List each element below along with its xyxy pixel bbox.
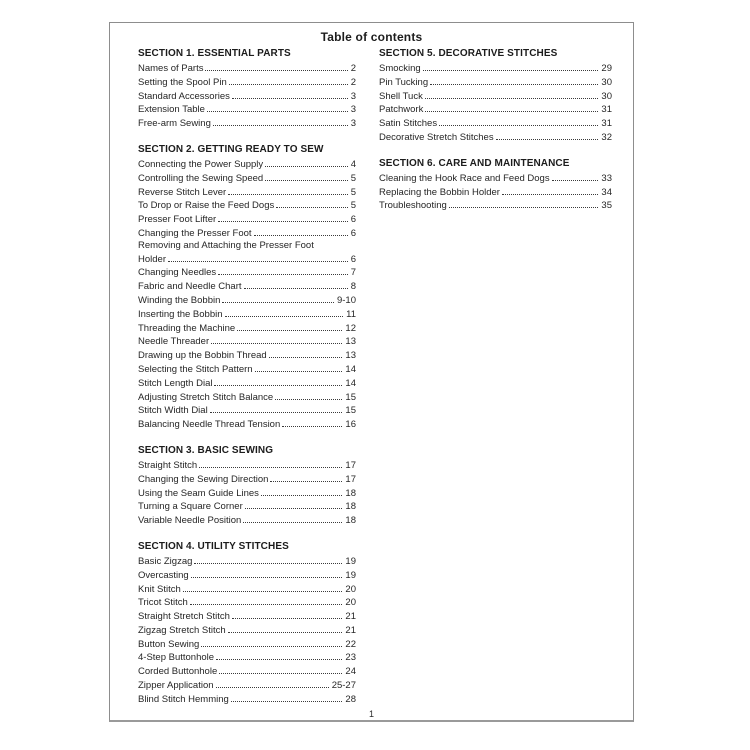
toc-entry (138, 376, 356, 390)
dot-leader (254, 226, 348, 236)
entry-title: Turning a Square Corner (138, 501, 243, 513)
dot-leader (231, 692, 343, 702)
toc-entry (138, 279, 356, 293)
dot-leader (243, 513, 342, 523)
dot-leader (229, 75, 348, 85)
toc-entry (138, 185, 356, 199)
toc-entry (138, 609, 356, 623)
entry-page-number: 8 (350, 281, 356, 293)
toc-entry (138, 486, 356, 500)
entry-title: Adjusting Stretch Stitch Balance (138, 391, 274, 403)
entry-page-number: 17 (345, 473, 356, 485)
toc-column-right (379, 48, 612, 212)
dot-leader (276, 198, 347, 208)
entry-title: Basic Zigzag (138, 555, 193, 567)
toc-section (379, 48, 612, 144)
dot-leader (190, 595, 343, 605)
toc-entry (138, 513, 356, 527)
toc-entry (138, 240, 356, 252)
toc-entry (138, 307, 356, 321)
entry-page-number: 35 (601, 200, 612, 212)
section-heading: SECTION 1. ESSENTIAL PARTS (138, 48, 291, 59)
toc-entry (138, 568, 356, 582)
entry-title: Removing and Attaching the Presser Foot (138, 239, 314, 251)
toc-entry (138, 116, 356, 130)
toc-entry (138, 102, 356, 116)
dot-leader (228, 185, 348, 195)
toc-entry (138, 390, 356, 404)
entry-title: Reverse Stitch Lever (138, 186, 227, 198)
entry-title: Smocking (379, 63, 421, 74)
entry-page-number: 9-10 (336, 294, 356, 306)
entry-title: Extension Table (138, 104, 205, 116)
entry-title: Needle Threader (138, 336, 210, 348)
dot-leader (449, 198, 599, 208)
dot-leader (237, 321, 342, 331)
toc-entry (138, 89, 356, 103)
entry-page-number: 13 (345, 336, 356, 348)
toc-section (138, 144, 356, 431)
entry-title: Stitch Length Dial (138, 377, 213, 389)
entry-page-number: 6 (350, 253, 356, 265)
toc-entry (138, 499, 356, 513)
dot-leader (216, 650, 342, 660)
dot-leader (261, 486, 342, 496)
entry-title: Troubleshooting (379, 200, 447, 212)
toc-entry (138, 362, 356, 376)
toc-entry (138, 595, 356, 609)
entry-title: Connecting the Power Supply (138, 158, 264, 170)
toc-entry (138, 664, 356, 678)
entry-page-number: 17 (345, 459, 356, 471)
entry-page-number: 19 (345, 555, 356, 567)
dot-leader (439, 116, 598, 126)
entry-title: Standard Accessories (138, 90, 230, 102)
dot-leader (423, 61, 599, 71)
dot-leader (201, 637, 342, 647)
dot-leader (232, 609, 343, 619)
dot-leader (245, 499, 343, 509)
entry-page-number: 5 (350, 200, 356, 212)
entry-title: Decorative Stretch Stitches (379, 131, 494, 143)
dot-leader (210, 403, 343, 413)
entry-page-number: 12 (345, 322, 356, 334)
page-title: Table of contents (320, 30, 423, 44)
entry-title: Using the Seam Guide Lines (138, 487, 259, 499)
entry-page-number: 21 (345, 624, 356, 636)
toc-entry (138, 554, 356, 568)
entry-page-number: 15 (345, 391, 356, 403)
manual-page (109, 22, 634, 722)
dot-leader (244, 279, 348, 289)
entry-page-number: 18 (345, 515, 356, 527)
entry-page-number: 2 (350, 63, 356, 74)
dot-leader (502, 185, 598, 195)
dot-leader (219, 664, 342, 674)
dot-leader (183, 582, 343, 592)
entry-title: Inserting the Bobbin (138, 308, 223, 320)
entry-page-number: 6 (350, 214, 356, 226)
toc-entry (138, 226, 356, 240)
entry-title: Names of Parts (138, 63, 204, 74)
toc-entry (138, 623, 356, 637)
section-heading: SECTION 3. BASIC SEWING (138, 444, 274, 456)
entry-page-number: 14 (345, 377, 356, 389)
entry-page-number: 18 (345, 501, 356, 513)
entry-page-number: 21 (345, 611, 356, 623)
toc-entry (138, 692, 356, 706)
dot-leader (265, 157, 348, 167)
toc-entry (379, 185, 612, 199)
dot-leader (168, 252, 348, 262)
dot-leader (282, 417, 342, 427)
dot-leader (207, 102, 348, 112)
toc-entry (138, 678, 356, 692)
dot-leader (265, 171, 348, 181)
entry-page-number: 18 (345, 487, 356, 499)
toc-entry (138, 212, 356, 226)
dot-leader (425, 102, 598, 112)
entry-page-number: 3 (350, 90, 356, 102)
toc-entry (379, 130, 612, 144)
dot-leader (191, 568, 343, 578)
entry-title: Straight Stitch (138, 459, 198, 471)
toc-entry (138, 293, 356, 307)
entry-title: Drawing up the Bobbin Thread (138, 350, 267, 362)
entry-page-number: 5 (350, 172, 356, 184)
entry-page-number: 3 (350, 104, 356, 116)
entry-page-number: 4 (350, 158, 356, 170)
entry-title: Blind Stitch Hemming (138, 693, 229, 705)
toc-entry (379, 89, 612, 103)
dot-leader (216, 678, 329, 688)
toc-entry (379, 75, 612, 89)
entry-page-number: 25-27 (331, 680, 356, 692)
dot-leader (194, 554, 342, 564)
toc-entry (138, 265, 356, 279)
entry-title: Changing the Presser Foot (138, 227, 252, 239)
entry-page-number: 6 (350, 227, 356, 239)
toc-section (138, 445, 356, 527)
toc-entry (138, 582, 356, 596)
toc-entry (138, 198, 356, 212)
dot-leader (430, 75, 598, 85)
entry-title: Selecting the Stitch Pattern (138, 363, 253, 375)
entry-page-number: 19 (345, 569, 356, 581)
entry-title: Fabric and Needle Chart (138, 281, 242, 293)
entry-page-number: 30 (601, 90, 612, 102)
section-heading: SECTION 6. CARE AND MAINTENANCE (379, 157, 570, 169)
dot-leader (199, 458, 342, 468)
entry-title: Pin Tucking (379, 76, 429, 88)
entry-page-number: 32 (601, 131, 612, 143)
entry-title: Controlling the Sewing Speed (138, 172, 264, 184)
entry-page-number: 31 (601, 118, 612, 130)
entry-page-number: 28 (345, 693, 356, 705)
entry-page-number: 29 (601, 63, 612, 74)
entry-title: Overcasting (138, 569, 189, 581)
entry-title: Variable Needle Position (138, 515, 242, 527)
dot-leader (228, 623, 343, 633)
dot-leader (225, 307, 344, 317)
entry-title: To Drop or Raise the Feed Dogs (138, 200, 275, 212)
toc-entry (138, 637, 356, 651)
section-heading: SECTION 4. UTILITY STITCHES (138, 540, 289, 552)
entry-page-number: 31 (601, 104, 612, 116)
dot-leader (270, 472, 342, 482)
dot-leader (211, 334, 342, 344)
section-heading: SECTION 2. GETTING READY TO SEW (138, 143, 324, 155)
dot-leader (205, 61, 347, 71)
entry-title: Holder (138, 253, 166, 265)
dot-leader (496, 130, 599, 140)
dot-leader (218, 212, 348, 222)
toc-entry (138, 157, 356, 171)
toc-entry (138, 348, 356, 362)
dot-leader (425, 89, 599, 99)
toc-entry (138, 75, 356, 89)
entry-title: Zipper Application (138, 680, 214, 692)
toc-entry (138, 61, 356, 75)
entry-page-number: 3 (350, 118, 356, 130)
toc-entry (379, 61, 612, 75)
toc-entry (138, 650, 356, 664)
entry-title: Changing Needles (138, 267, 217, 279)
toc-entry (138, 321, 356, 335)
dot-leader (552, 171, 599, 181)
entry-page-number: 30 (601, 76, 612, 88)
dot-leader (222, 293, 334, 303)
entry-page-number: 23 (345, 652, 356, 664)
toc-entry (138, 334, 356, 348)
entry-page-number: 5 (350, 186, 356, 198)
entry-title: Winding the Bobbin (138, 294, 221, 306)
page-number: 1 (368, 709, 374, 719)
toc-entry (138, 252, 356, 266)
toc-entry (379, 102, 612, 116)
dot-leader (214, 376, 342, 386)
dot-leader (255, 362, 343, 372)
entry-page-number: 14 (345, 363, 356, 375)
toc-section (138, 48, 356, 130)
entry-title: Setting the Spool Pin (138, 76, 227, 88)
dot-leader (269, 348, 343, 358)
entry-title: Shell Tuck (379, 90, 423, 102)
toc-column-left (138, 48, 356, 706)
entry-title: Satin Stitches (379, 118, 438, 130)
toc-section (379, 158, 612, 212)
entry-title: Balancing Needle Thread Tension (138, 419, 281, 431)
entry-title: Knit Stitch (138, 583, 181, 595)
entry-page-number: 7 (350, 267, 356, 279)
entry-page-number: 13 (345, 350, 356, 362)
toc-entry (138, 171, 356, 185)
entry-title: Patchwork (379, 104, 424, 116)
entry-page-number: 34 (601, 186, 612, 198)
entry-page-number: 20 (345, 597, 356, 609)
entry-title: Straight Stretch Stitch (138, 611, 230, 623)
dot-leader (213, 116, 348, 126)
entry-title: Zigzag Stretch Stitch (138, 624, 226, 636)
entry-title: Presser Foot Lifter (138, 214, 217, 226)
toc-entry (138, 472, 356, 486)
entry-page-number: 22 (345, 638, 356, 650)
entry-title: 4-Step Buttonhole (138, 652, 215, 664)
entry-title: Button Sewing (138, 638, 200, 650)
entry-title: Free-arm Sewing (138, 118, 211, 130)
entry-title: Tricot Stitch (138, 597, 188, 609)
entry-page-number: 20 (345, 583, 356, 595)
entry-page-number: 24 (345, 666, 356, 678)
toc-entry (138, 458, 356, 472)
toc-entry (379, 198, 612, 212)
toc-entry (138, 417, 356, 431)
dot-leader (275, 390, 342, 400)
dot-leader (232, 89, 348, 99)
entry-title: Stitch Width Dial (138, 405, 208, 417)
toc-columns (110, 48, 633, 706)
entry-page-number: 11 (346, 308, 356, 320)
dot-leader (218, 265, 348, 275)
entry-title: Threading the Machine (138, 322, 236, 334)
toc-entry (379, 171, 612, 185)
entry-page-number: 16 (345, 419, 356, 431)
entry-title: Cleaning the Hook Race and Feed Dogs (379, 172, 550, 184)
toc-section (138, 541, 356, 706)
entry-title: Corded Buttonhole (138, 666, 218, 678)
entry-title: Replacing the Bobbin Holder (379, 186, 500, 198)
entry-page-number: 33 (601, 172, 612, 184)
entry-page-number: 15 (345, 405, 356, 417)
entry-page-number: 2 (350, 76, 356, 88)
toc-entry (138, 403, 356, 417)
entry-title: Changing the Sewing Direction (138, 473, 269, 485)
toc-entry (379, 116, 612, 130)
section-heading: SECTION 5. DECORATIVE STITCHES (379, 48, 558, 59)
